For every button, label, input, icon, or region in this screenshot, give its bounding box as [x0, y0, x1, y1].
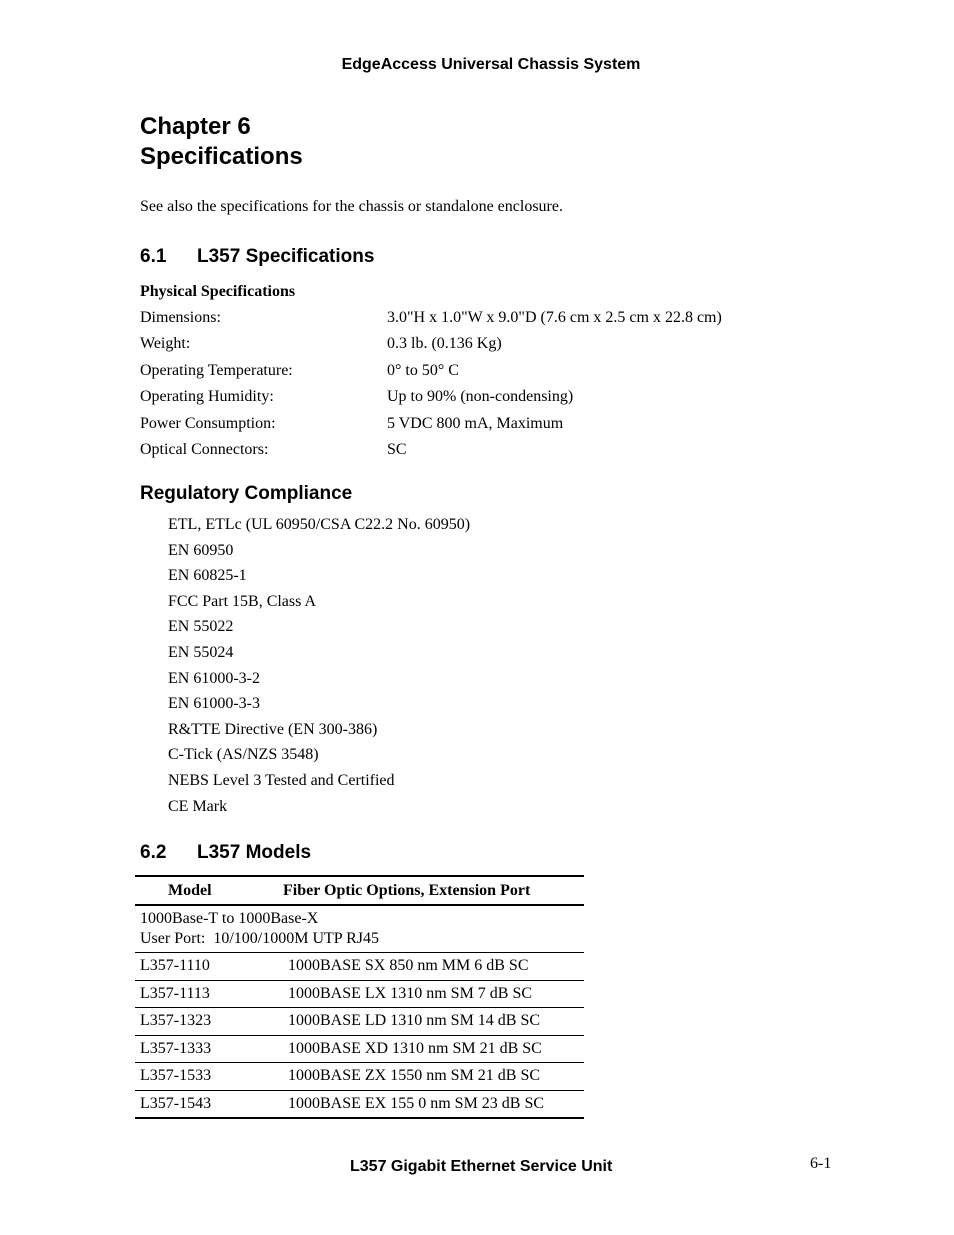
page-number: 6-1: [810, 1155, 832, 1172]
column-header-options: Fiber Optic Options, Extension Port: [283, 876, 584, 905]
spec-label: Weight:: [140, 335, 191, 353]
model-cell: L357-1113: [135, 980, 283, 1008]
spec-value: SC: [387, 440, 407, 458]
group-line-1: 1000Base-T to 1000Base-X: [140, 910, 319, 927]
section-number: 6.2: [140, 842, 167, 863]
model-cell: L357-1333: [135, 1035, 283, 1063]
option-cell: 1000BASE LD 1310 nm SM 14 dB SC: [283, 1008, 584, 1036]
page-footer-title: L357 Gigabit Ethernet Service Unit: [350, 1158, 613, 1175]
regulatory-item: NEBS Level 3 Tested and Certified: [168, 771, 395, 789]
regulatory-item: EN 60950: [168, 541, 234, 559]
models-table: [135, 875, 584, 1119]
regulatory-item: R&TTE Directive (EN 300-386): [168, 720, 378, 738]
intro-paragraph: See also the specifications for the chassis or standalone enclosure.: [140, 198, 563, 215]
table-row: [135, 1063, 584, 1091]
spec-value: 0° to 50° C: [387, 361, 459, 379]
regulatory-item: CE Mark: [168, 797, 228, 815]
regulatory-heading: Regulatory Compliance: [140, 483, 353, 504]
spec-value: 5 VDC 800 mA, Maximum: [387, 414, 564, 432]
section-number: 6.1: [140, 246, 167, 267]
regulatory-list: [168, 514, 470, 821]
table-header-row: [135, 876, 584, 905]
regulatory-item: EN 61000-3-2: [168, 669, 260, 687]
spec-label: Operating Humidity:: [140, 388, 274, 406]
spec-value: 3.0"H x 1.0"W x 9.0"D (7.6 cm x 2.5 cm x 22.8 cm): [387, 309, 722, 326]
section-title: L357 Specifications: [197, 246, 375, 267]
chapter-number: Chapter 6: [140, 113, 251, 140]
regulatory-item: FCC Part 15B, Class A: [168, 592, 317, 610]
section-6-1-heading: [140, 246, 374, 268]
spec-label: Operating Temperature:: [140, 361, 293, 379]
regulatory-item: EN 60825-1: [168, 567, 247, 585]
model-cell: L357-1323: [135, 1008, 283, 1036]
regulatory-item: EN 61000-3-3: [168, 695, 260, 713]
option-cell: 1000BASE ZX 1550 nm SM 21 dB SC: [283, 1063, 584, 1091]
group-row: [135, 905, 584, 953]
spec-label: Dimensions:: [140, 309, 221, 326]
table-row: [135, 953, 584, 981]
table-row: [135, 980, 584, 1008]
option-cell: 1000BASE XD 1310 nm SM 21 dB SC: [283, 1035, 584, 1063]
regulatory-item: C-Tick (AS/NZS 3548): [168, 746, 319, 764]
spec-label: Optical Connectors:: [140, 440, 269, 458]
column-header-model: Model: [135, 876, 283, 905]
chapter-title: Specifications: [140, 143, 303, 170]
regulatory-item: EN 55024: [168, 643, 234, 661]
model-cell: L357-1110: [135, 953, 283, 981]
section-6-2-heading: [140, 842, 311, 864]
spec-value: 0.3 lb. (0.136 Kg): [387, 335, 502, 353]
regulatory-item: ETL, ETLc (UL 60950/CSA C22.2 No. 60950): [168, 516, 471, 533]
model-cell: L357-1533: [135, 1063, 283, 1091]
physical-specs-title: Physical Specifications: [140, 283, 296, 300]
group-cell: [135, 905, 584, 953]
table-row: [135, 1035, 584, 1063]
option-cell: 1000BASE LX 1310 nm SM 7 dB SC: [283, 980, 584, 1008]
option-cell: 1000BASE SX 850 nm MM 6 dB SC: [283, 953, 584, 981]
model-cell: L357-1543: [135, 1090, 283, 1118]
option-cell: 1000BASE EX 155 0 nm SM 23 dB SC: [283, 1090, 584, 1118]
table-row: [135, 1008, 584, 1036]
spec-value: Up to 90% (non-condensing): [387, 388, 574, 406]
table-row: [135, 1090, 584, 1118]
page-header: EdgeAccess Universal Chassis System: [341, 56, 641, 73]
group-line-2: User Port: 10/100/1000M UTP RJ45: [140, 930, 379, 947]
spec-label: Power Consumption:: [140, 414, 276, 432]
section-title: L357 Models: [197, 842, 312, 863]
chapter-heading: [140, 112, 303, 172]
regulatory-item: EN 55022: [168, 618, 234, 636]
